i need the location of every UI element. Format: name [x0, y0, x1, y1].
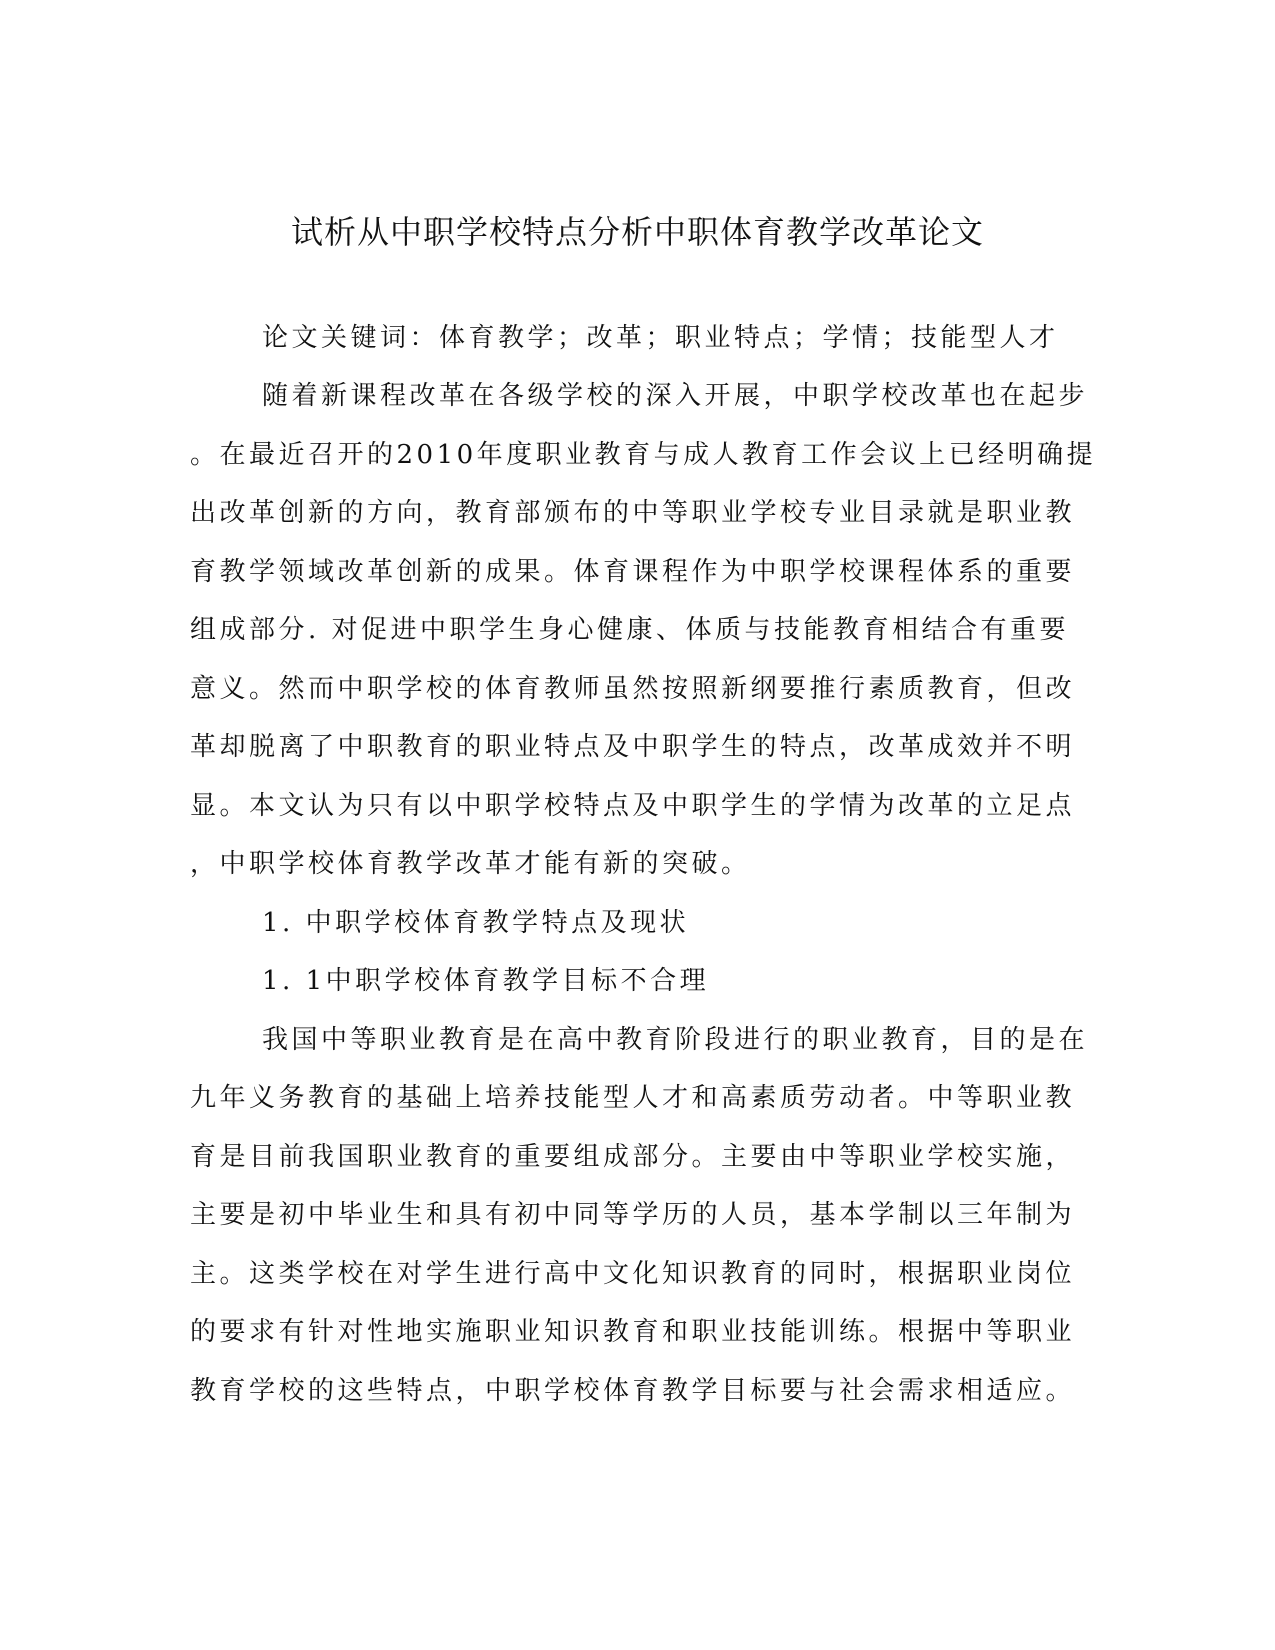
body-text-line: 育教学领域改革创新的成果。体育课程作为中职学校课程体系的重要	[190, 557, 1076, 587]
body-text-line: ，中职学校体育教学改革才能有新的突破。	[190, 849, 751, 879]
body-text-line: 育是目前我国职业教育的重要组成部分。主要由中等职业学校实施，	[190, 1142, 1076, 1172]
body-text-line: 教育学校的这些特点，中职学校体育教学目标要与社会需求相适应。	[190, 1376, 1076, 1406]
document-title: 试析从中职学校特点分析中职体育教学改革论文	[290, 213, 984, 251]
body-text-line: 显。本文认为只有以中职学校特点及中职学生的学情为改革的立足点	[190, 791, 1076, 821]
body-text-line: 革却脱离了中职教育的职业特点及中职学生的特点，改革成效并不明	[190, 732, 1076, 762]
body-text-line: 随着新课程改革在各级学校的深入开展，中职学校改革也在起步	[262, 381, 1089, 411]
subsection-heading: 1. 1中职学校体育教学目标不合理	[262, 966, 710, 996]
body-text-line: 。在最近召开的2010年度职业教育与成人教育工作会议上已经明确提	[190, 440, 1097, 470]
body-text-line: 出改革创新的方向，教育部颁布的中等职业学校专业目录就是职业教	[190, 498, 1076, 528]
section-heading: 1. 中职学校体育教学特点及现状	[262, 908, 690, 938]
body-text-line: 意义。然而中职学校的体育教师虽然按照新纲要推行素质教育，但改	[190, 674, 1076, 704]
body-text-line: 主。这类学校在对学生进行高中文化知识教育的同时，根据职业岗位	[190, 1259, 1076, 1289]
body-text-line: 我国中等职业教育是在高中教育阶段进行的职业教育，目的是在	[262, 1025, 1089, 1055]
body-text-line: 组成部分. 对促进中职学生身心健康、体质与技能教育相结合有重要	[190, 615, 1070, 645]
keywords-line: 论文关键词：体育教学；改革；职业特点；学情；技能型人才	[262, 323, 1059, 353]
body-text-line: 主要是初中毕业生和具有初中同等学历的人员，基本学制以三年制为	[190, 1200, 1076, 1230]
body-text-line: 九年义务教育的基础上培养技能型人才和高素质劳动者。中等职业教	[190, 1083, 1076, 1113]
body-text-line: 的要求有针对性地实施职业知识教育和职业技能训练。根据中等职业	[190, 1317, 1076, 1347]
